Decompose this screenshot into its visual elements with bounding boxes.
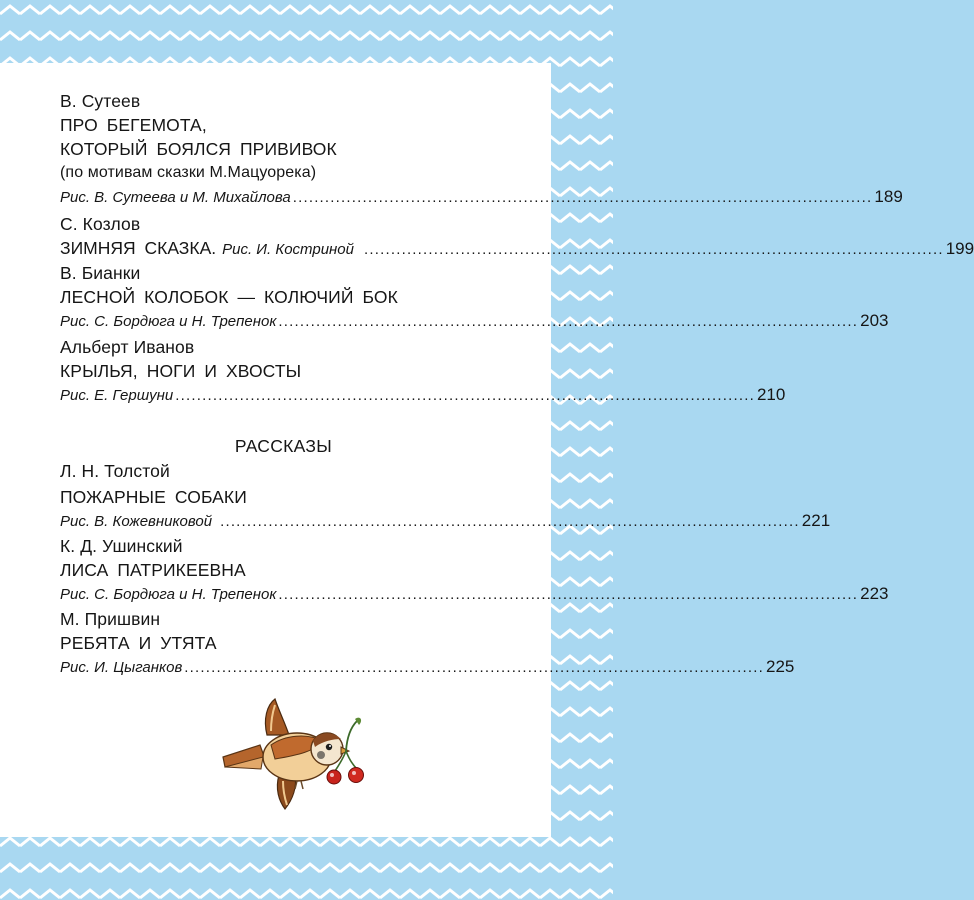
- sparrow-with-cherries-icon: [215, 697, 365, 812]
- author-name: К. Д. Ушинский: [60, 536, 183, 556]
- toc-entry: [60, 261, 889, 334]
- toc-entry: [60, 607, 795, 680]
- leader-dots: ............................................................................................................: [175, 387, 755, 404]
- page-number: 199: [945, 239, 974, 258]
- story-note: (по мотивам сказки М.Мацуорека): [60, 164, 317, 181]
- page-number: 210: [756, 385, 786, 404]
- leader-dots: ............................................................................................................: [292, 189, 873, 206]
- author-name: М. Пришвин: [60, 609, 161, 629]
- illustration-credit: Рис. Е. Гершуни: [60, 387, 174, 404]
- illustration-credit: Рис. С. Бордюга и Н. Трепенок: [60, 313, 277, 330]
- author-name: С. Козлов: [60, 214, 141, 234]
- page-number: 225: [765, 657, 795, 676]
- story-title: ЛИСА ПАТРИКЕЕВНА: [60, 560, 246, 580]
- story-title: РЕБЯТА И УТЯТА: [60, 633, 217, 653]
- illustration-credit-line: [60, 582, 889, 607]
- leader-dots: ............................................................................................................: [278, 313, 859, 330]
- illustration-credit: Рис. И. Цыганков: [60, 659, 183, 676]
- page-number: 189: [874, 187, 903, 206]
- section-title: РАССКАЗЫ: [234, 436, 333, 456]
- page-number: 223: [860, 584, 889, 603]
- author-name: Альберт Иванов: [60, 337, 195, 357]
- story-title: ЛЕСНОЙ КОЛОБОК — КОЛЮЧИЙ БОК: [60, 287, 398, 307]
- story-title: КРЫЛЬЯ, НОГИ И ХВОСТЫ: [60, 361, 302, 381]
- title-credit-line: [60, 236, 974, 262]
- illustration-credit: Рис. В. Кожевниковой: [60, 513, 213, 530]
- story-title: КОТОРЫЙ БОЯЛСЯ ПРИВИВОК: [60, 139, 337, 159]
- author-name: В. Сутеев: [60, 91, 141, 111]
- illustration-credit-line: [60, 383, 786, 408]
- illustration-credit: Рис. С. Бордюга и Н. Трепенок: [60, 586, 277, 603]
- leader-dots: ............................................................................................................: [364, 241, 944, 258]
- illustration-credit-line: [60, 185, 903, 210]
- illustration-credit: Рис. В. Сутеева и М. Михайлова: [60, 189, 291, 206]
- leader-dots: ............................................................................................................: [220, 513, 800, 530]
- page-number: 203: [860, 311, 889, 330]
- toc-entry: [60, 534, 889, 607]
- illustration-credit-line: [60, 655, 795, 680]
- toc-entry: [60, 212, 974, 262]
- toc-entry: [60, 335, 786, 408]
- story-title: ПРО БЕГЕМОТА,: [60, 115, 207, 135]
- illustration-credit: Рис. И. Костриной: [222, 241, 354, 258]
- author-name: В. Бианки: [60, 263, 141, 283]
- page-number: 221: [801, 511, 831, 530]
- illustration-credit-line: [60, 309, 889, 334]
- illustration-credit-line: [60, 509, 831, 534]
- contents-page: [0, 63, 974, 837]
- toc-entry: [60, 459, 831, 534]
- leader-dots: ............................................................................................................: [278, 586, 859, 603]
- author-name: Л. Н. Толстой: [60, 461, 170, 481]
- story-title: ПОЖАРНЫЕ СОБАКИ: [60, 487, 247, 507]
- story-title: ЗИМНЯЯ СКАЗКА.: [60, 238, 217, 258]
- toc-entry: [60, 89, 903, 210]
- leader-dots: ............................................................................................................: [184, 659, 764, 676]
